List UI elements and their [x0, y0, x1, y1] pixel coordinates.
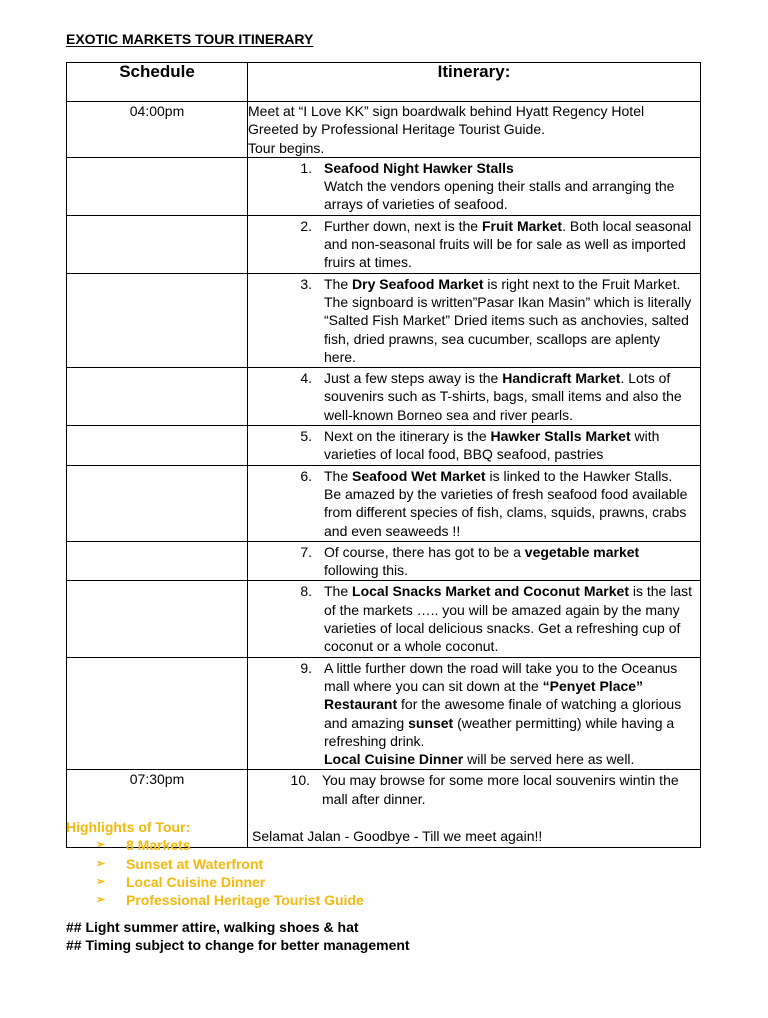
item-number: 2.	[300, 217, 312, 234]
table-row	[67, 368, 701, 426]
highlight-item	[96, 855, 364, 873]
itinerary-cell	[248, 368, 701, 426]
schedule-cell	[67, 657, 248, 770]
note-line: ## Timing subject to change for better management	[66, 937, 410, 954]
item-number: 4.	[300, 370, 312, 387]
highlights-list	[66, 836, 364, 909]
schedule-cell	[67, 581, 248, 657]
text-segment: is the last of the markets ….. you will be amazed again by the many varieties of local delicious snacks. Get a refreshing cup of coconut or a whole coconut.	[324, 583, 693, 655]
highlight-item	[96, 891, 364, 909]
schedule-cell	[67, 157, 248, 215]
bold-highlight: Seafood Night Hawker Stalls	[324, 159, 514, 176]
itinerary-cell	[248, 157, 701, 215]
intro-line: Greeted by Professional Heritage Tourist Guide.	[248, 121, 546, 138]
table-header-row	[67, 63, 701, 102]
text-segment: is linked to the Hawker Stalls. Be amazed by the varieties of fresh seafood food available from different species of fish, clams, squids, prawns, crabs and even seaweeds !!	[324, 467, 688, 539]
schedule-cell	[67, 541, 248, 581]
item-number: 3.	[300, 275, 312, 292]
itinerary-cell	[248, 541, 701, 581]
highlights-section	[66, 818, 364, 909]
text-segment: Further down, next is the	[324, 217, 482, 234]
bold-highlight: Seafood Wet Market	[352, 467, 486, 484]
start-time: 04:00pm	[67, 102, 248, 158]
bold-highlight: vegetable market	[524, 543, 640, 560]
schedule-cell	[67, 426, 248, 466]
text-segment: The	[324, 583, 353, 600]
table-row	[67, 541, 701, 581]
table-row	[67, 215, 701, 273]
table-row	[67, 426, 701, 466]
item-text	[324, 159, 692, 214]
item-text	[324, 427, 692, 464]
highlight-text: Local Cuisine Dinner	[126, 873, 266, 890]
itinerary-header: Itinerary:	[248, 63, 701, 102]
table-row-intro	[67, 102, 701, 158]
schedule-cell	[67, 215, 248, 273]
end-time: 07:30pm	[67, 770, 248, 848]
text-segment: will be served here as well.	[463, 751, 635, 768]
itinerary-cell	[248, 426, 701, 466]
text-segment: is right next to the Fruit Market. The signboard is written”Pasar Ikan Masin” which is literally “Salted Fish Market” Dried items such as anchovies, salted fish, dried prawns, sea cucumber, scallops are aplenty here.	[324, 275, 692, 365]
bold-highlight: Local Cuisine Dinner	[324, 751, 464, 768]
bold-highlight: Local Snacks Market and Coconut Market	[352, 583, 629, 600]
note-line: ## Light summer attire, walking shoes & hat	[66, 919, 359, 935]
itinerary-cell	[248, 273, 701, 367]
schedule-cell	[67, 465, 248, 541]
text-segment: (weather permitting) while having a refreshing drink.	[324, 714, 675, 749]
schedule-cell	[67, 368, 248, 426]
bold-highlight: Handicraft Market	[502, 370, 621, 387]
item-number: 10.	[290, 772, 310, 789]
item-text	[324, 217, 692, 272]
item-number: 1.	[300, 159, 312, 176]
arrow-bullet-icon: ➢	[96, 875, 106, 888]
arrow-bullet-icon: ➢	[96, 894, 106, 907]
text-segment: . Lots of souvenirs such as T-shirts, bags, small items and also the well-known Borneo sea and river pearls.	[324, 370, 682, 423]
bold-highlight: Hawker Stalls Market	[490, 428, 631, 445]
table-row	[67, 157, 701, 215]
notes-section	[66, 918, 410, 955]
highlights-title: Highlights of Tour:	[66, 819, 191, 835]
table-row	[67, 465, 701, 541]
bold-highlight: “Penyet Place” Restaurant	[324, 677, 644, 713]
text-segment: for the awesome finale of watching a glorious and amazing	[324, 696, 682, 731]
item-number: 5.	[300, 428, 312, 445]
highlight-text: Professional Heritage Tourist Guide	[126, 892, 364, 909]
arrow-bullet-icon: ➢	[96, 857, 106, 870]
intro-line: Tour begins.	[248, 139, 325, 156]
goodbye-text: Selamat Jalan - Goodbye - Till we meet again!!	[252, 827, 543, 844]
schedule-cell	[67, 273, 248, 367]
table-row	[67, 273, 701, 367]
schedule-header: Schedule	[67, 63, 248, 102]
item-number: 6.	[300, 467, 312, 484]
text-segment: . Both local seasonal and non-seasonal fruits will be for sale as well as imported fruirs at times.	[324, 217, 692, 271]
text-segment: Next on the itinerary is the	[324, 428, 491, 445]
itinerary-cell	[248, 465, 701, 541]
highlight-text: 8 Markets	[126, 837, 191, 854]
text-segment: Just a few steps away is the	[324, 370, 503, 387]
bold-highlight: Fruit Market	[481, 217, 563, 234]
text-segment: The	[324, 467, 353, 484]
text-segment: The	[324, 275, 353, 292]
item-number: 8.	[300, 583, 312, 600]
bold-highlight: Dry Seafood Market	[352, 275, 484, 292]
item-text	[324, 543, 692, 580]
item-number: 7.	[300, 543, 312, 560]
text-segment: with varieties of local food, BBQ seafood, pastries	[324, 428, 660, 463]
highlight-item	[96, 873, 364, 891]
item-number: 9.	[300, 659, 312, 676]
highlight-text: Sunset at Waterfront	[126, 855, 264, 872]
intro-line: Meet at “I Love KK” sign boardwalk behind Hyatt Regency Hotel	[248, 103, 645, 119]
text-segment: A little further down the road will take you to the Oceanus mall where you can sit down at the	[324, 659, 678, 694]
item-text	[324, 275, 692, 366]
itinerary-table	[66, 62, 701, 848]
itinerary-cell	[248, 581, 701, 657]
table-row	[67, 581, 701, 657]
item-text	[324, 467, 692, 540]
bold-highlight: sunset	[408, 714, 454, 731]
document-title: EXOTIC MARKETS TOUR ITINERARY	[66, 31, 314, 47]
item-text: You may browse for some more local souvenirs wintin the mall after dinner.	[322, 772, 679, 807]
text-segment: following this.	[324, 562, 409, 579]
item-text	[324, 582, 692, 655]
table-row	[67, 657, 701, 770]
item-text	[324, 369, 692, 424]
text-segment: Watch the vendors opening their stalls and arranging the arrays of varieties of seafood.	[324, 178, 675, 213]
arrow-bullet-icon: ➢	[96, 839, 106, 852]
itinerary-cell	[248, 657, 701, 770]
text-segment: Of course, there has got to be a	[324, 543, 525, 560]
itinerary-cell	[248, 215, 701, 273]
item-text	[324, 659, 692, 769]
intro-cell	[248, 102, 701, 158]
highlight-item	[96, 836, 364, 854]
